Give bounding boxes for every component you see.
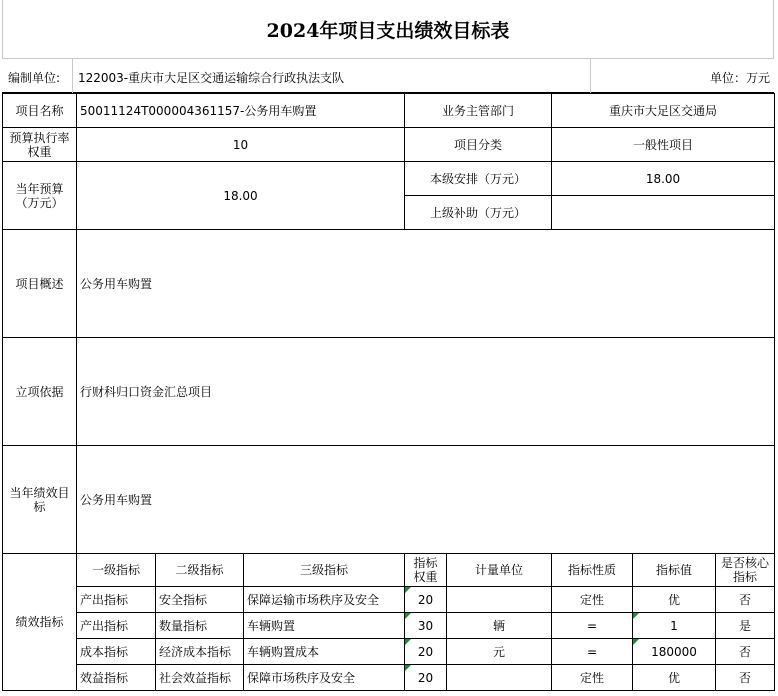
indicator-value: 180000 [633,639,716,665]
money-unit: 单位：万元 [709,71,770,85]
indicator-value: 优 [633,587,716,613]
indicator-value: 1 [633,613,716,639]
budget-value: 18.00 [77,162,405,230]
weight-value: 10 [77,128,405,162]
indicator-core: 是 [716,613,775,639]
indicator-header: 计量单位 [447,554,552,587]
indicator-nature: 定性 [552,587,633,613]
unit-value: 122003-重庆市大足区交通运输综合行政执法支队 [78,71,345,85]
indicator-core: 否 [716,639,775,665]
indicator-core: 否 [716,587,775,613]
indicator-l1: 产出指标 [77,613,156,639]
category-label: 项目分类 [405,128,552,162]
indicator-l1: 产出指标 [77,587,156,613]
indicator-nature: = [552,639,633,665]
upper-label: 上级补助（万元） [405,196,552,230]
goal-label: 当年绩效目标 [3,446,77,554]
indicator-value: 优 [633,665,716,691]
indicator-l2: 安全指标 [156,587,244,613]
dept-label: 业务主管部门 [405,94,552,128]
goal-value: 公务用车购置 [77,446,775,554]
basis-label: 立项依据 [3,338,77,446]
indicator-nature: = [552,613,633,639]
indicator-l1: 成本指标 [77,639,156,665]
indicator-unit [447,665,552,691]
indicator-l3: 保障运输市场秩序及安全 [244,587,405,613]
indicator-l1: 效益指标 [77,665,156,691]
indicator-nature: 定性 [552,665,633,691]
basis-value: 行财科归口资金汇总项目 [77,338,775,446]
upper-value [552,196,775,230]
indicator-header: 指标性质 [552,554,633,587]
indicator-header: 一级指标 [77,554,156,587]
header-divider [72,59,73,93]
indicator-header: 指标权重 [405,554,447,587]
indicator-header: 三级指标 [244,554,405,587]
header-divider [590,59,591,93]
category-value: 一般性项目 [552,128,775,162]
indicator-l2: 经济成本指标 [156,639,244,665]
indicator-unit [447,587,552,613]
indicator-unit: 元 [447,639,552,665]
local-label: 本级安排（万元） [405,162,552,196]
header-row [2,58,774,93]
indicators-label: 绩效指标 [3,554,77,691]
indicator-l3: 保障市场秩序及安全 [244,665,405,691]
page-title: 2024年项目支出绩效目标表 [2,0,774,58]
indicator-unit: 辆 [447,613,552,639]
indicator-l3: 车辆购置成本 [244,639,405,665]
indicator-header: 是否核心指标 [716,554,775,587]
indicator-l3: 车辆购置 [244,613,405,639]
unit-label: 编制单位: [8,71,61,85]
indicator-l2: 数量指标 [156,613,244,639]
indicator-l2: 社会效益指标 [156,665,244,691]
indicator-weight: 20 [405,639,447,665]
local-value: 18.00 [552,162,775,196]
budget-label: 当年预算（万元） [3,162,77,230]
overview-value: 公务用车购置 [77,230,775,338]
overview-label: 项目概述 [3,230,77,338]
indicator-header: 二级指标 [156,554,244,587]
indicator-weight: 30 [405,613,447,639]
dept-value: 重庆市大足区交通局 [552,94,775,128]
project-name-value: 50011124T000004361157-公务用车购置 [77,94,405,128]
project-name-label: 项目名称 [3,94,77,128]
indicator-header: 指标值 [633,554,716,587]
indicator-weight: 20 [405,665,447,691]
indicator-core: 否 [716,665,775,691]
target-table [2,93,775,691]
weight-label: 预算执行率权重 [3,128,77,162]
indicator-weight: 20 [405,587,447,613]
